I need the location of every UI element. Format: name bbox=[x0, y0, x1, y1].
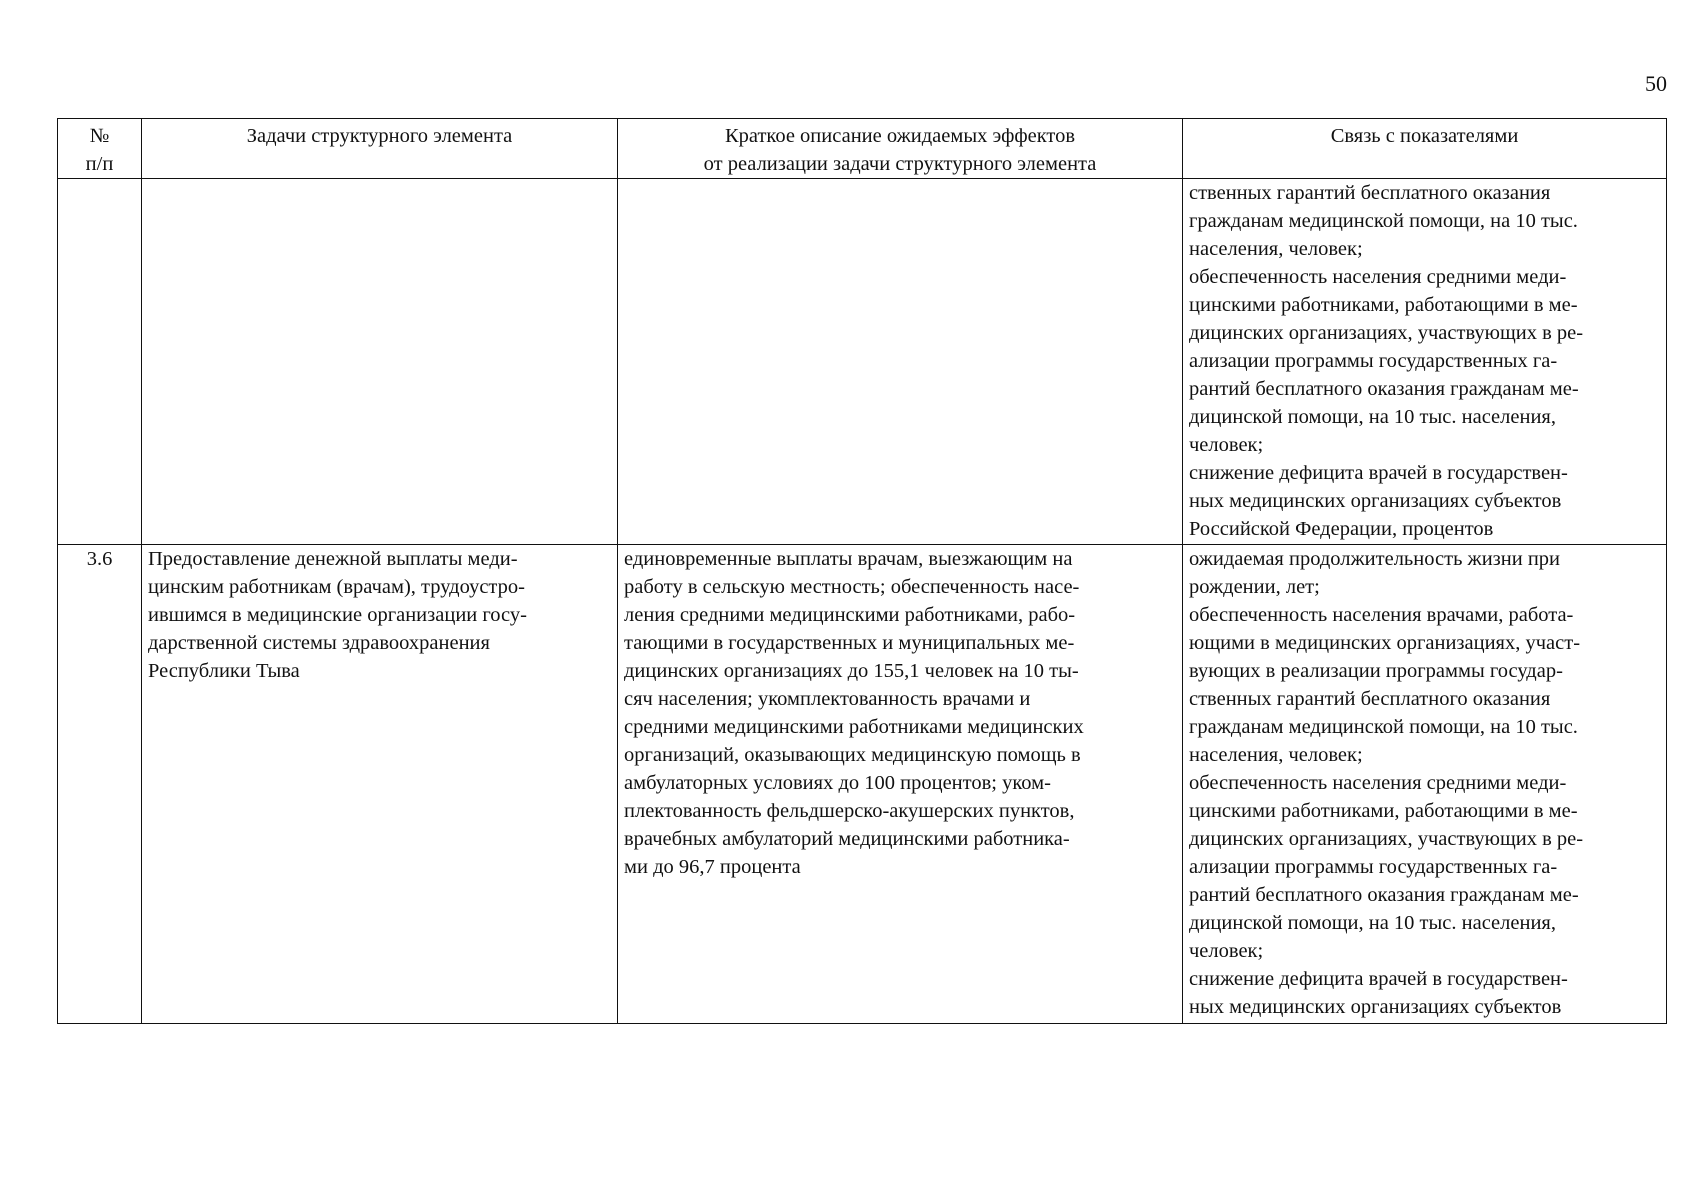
header-description bbox=[618, 119, 1183, 179]
text-line: плектованность фельдшерско-акушерских пунктов, bbox=[624, 800, 1075, 822]
cell-num-3-6: 3.6 bbox=[58, 545, 142, 1024]
text-line: единовременные выплаты врачам, выезжающим на bbox=[624, 548, 1073, 570]
header-description-line-1: Краткое описание ожидаемых эффектов bbox=[724, 125, 1076, 147]
text-line: Российской Федерации, процентов bbox=[1189, 518, 1494, 540]
text-line: гражданам медицинской помощи, на 10 тыс. bbox=[1189, 716, 1578, 738]
text-line: человек; bbox=[1189, 434, 1264, 456]
text-line: ственных гарантий бесплатного оказания bbox=[1189, 688, 1551, 710]
text-line: дарственной системы здравоохранения bbox=[148, 632, 490, 654]
text-line: цинскими работниками, работающими в ме- bbox=[1189, 800, 1578, 822]
text-line: обеспеченность населения врачами, работа- bbox=[1189, 604, 1574, 626]
cell-description-continuation bbox=[618, 179, 1183, 545]
text-line: амбулаторных условиях до 100 процентов; уком- bbox=[624, 772, 1051, 794]
text-line: дицинских организациях до 155,1 человек на 10 ты- bbox=[624, 660, 1079, 682]
text-line: ления средними медицинскими работниками, рабо- bbox=[624, 604, 1076, 626]
text-line: средними медицинскими работниками медицинских bbox=[624, 716, 1084, 738]
text-line: рождении, лет; bbox=[1189, 576, 1320, 598]
text-line: обеспеченность населения средними меди- bbox=[1189, 772, 1567, 794]
cell-link-3-6 bbox=[1183, 545, 1667, 1024]
text-line: ализации программы государственных га- bbox=[1189, 856, 1558, 878]
text-line: Республики Тыва bbox=[148, 660, 300, 682]
text-line: ализации программы государственных га- bbox=[1189, 350, 1558, 372]
task-lines-3-6 bbox=[148, 545, 611, 685]
text-line: населения, человек; bbox=[1189, 238, 1363, 260]
text-line: тающими в государственных и муниципальных ме- bbox=[624, 632, 1075, 654]
header-task: Задачи структурного элемента bbox=[142, 119, 618, 179]
text-line: гражданам медицинской помощи, на 10 тыс. bbox=[1189, 210, 1578, 232]
text-line: обеспеченность населения средними меди- bbox=[1189, 266, 1567, 288]
header-num-line-1: № bbox=[89, 125, 110, 147]
text-line: ственных гарантий бесплатного оказания bbox=[1189, 182, 1551, 204]
cell-task-continuation bbox=[142, 179, 618, 545]
structural-element-table bbox=[57, 118, 1667, 1024]
header-link: Связь с показателями bbox=[1183, 119, 1667, 179]
cell-num-continuation bbox=[58, 179, 142, 545]
text-line: ившимся в медицинские организации госу- bbox=[148, 604, 527, 626]
text-line: ющими в медицинских организациях, участ- bbox=[1189, 632, 1581, 654]
header-description-line-2: от реализации задачи структурного элемента bbox=[703, 153, 1097, 175]
text-line: Предоставление денежной выплаты меди- bbox=[148, 548, 518, 570]
page-number: 50 bbox=[1645, 71, 1667, 96]
text-line: ожидаемая продолжительность жизни при bbox=[1189, 548, 1561, 570]
text-line: снижение дефицита врачей в государствен- bbox=[1189, 462, 1568, 484]
cell-task-3-6 bbox=[142, 545, 618, 1024]
text-line: работу в сельскую местность; обеспеченность насе- bbox=[624, 576, 1080, 598]
header-num-line-2: п/п bbox=[85, 153, 114, 175]
text-line: рантий бесплатного оказания гражданам ме- bbox=[1189, 884, 1579, 906]
table-row-continuation bbox=[58, 179, 1667, 545]
cell-description-3-6 bbox=[618, 545, 1183, 1024]
text-line: цинскими работниками, работающими в ме- bbox=[1189, 294, 1578, 316]
description-lines-3-6 bbox=[624, 545, 1176, 881]
cell-link-continuation bbox=[1183, 179, 1667, 545]
text-line: организаций, оказывающих медицинскую помощь в bbox=[624, 744, 1081, 766]
table-row-3-6 bbox=[58, 545, 1667, 1024]
link-lines-continuation bbox=[1189, 179, 1660, 543]
text-line: человек; bbox=[1189, 940, 1264, 962]
text-line: дицинских организациях, участвующих в ре- bbox=[1189, 828, 1584, 850]
text-line: рантий бесплатного оказания гражданам ме- bbox=[1189, 378, 1579, 400]
link-lines-3-6 bbox=[1189, 545, 1660, 1021]
text-line: дицинской помощи, на 10 тыс. населения, bbox=[1189, 912, 1556, 934]
header-num bbox=[58, 119, 142, 179]
text-line: снижение дефицита врачей в государствен- bbox=[1189, 968, 1568, 990]
text-line: ных медицинских организациях субъектов bbox=[1189, 490, 1562, 512]
text-line: дицинских организациях, участвующих в ре- bbox=[1189, 322, 1584, 344]
text-line: сяч населения; укомплектованность врачами и bbox=[624, 688, 1031, 710]
text-line: ми до 96,7 процента bbox=[624, 856, 801, 878]
table-header-row bbox=[58, 119, 1667, 179]
text-line: дицинской помощи, на 10 тыс. населения, bbox=[1189, 406, 1556, 428]
text-line: населения, человек; bbox=[1189, 744, 1363, 766]
text-line: цинским работникам (врачам), трудоустро- bbox=[148, 576, 525, 598]
text-line: вующих в реализации программы государ- bbox=[1189, 660, 1563, 682]
text-line: врачебных амбулаторий медицинскими работника- bbox=[624, 828, 1070, 850]
text-line: ных медицинских организациях субъектов bbox=[1189, 996, 1562, 1018]
